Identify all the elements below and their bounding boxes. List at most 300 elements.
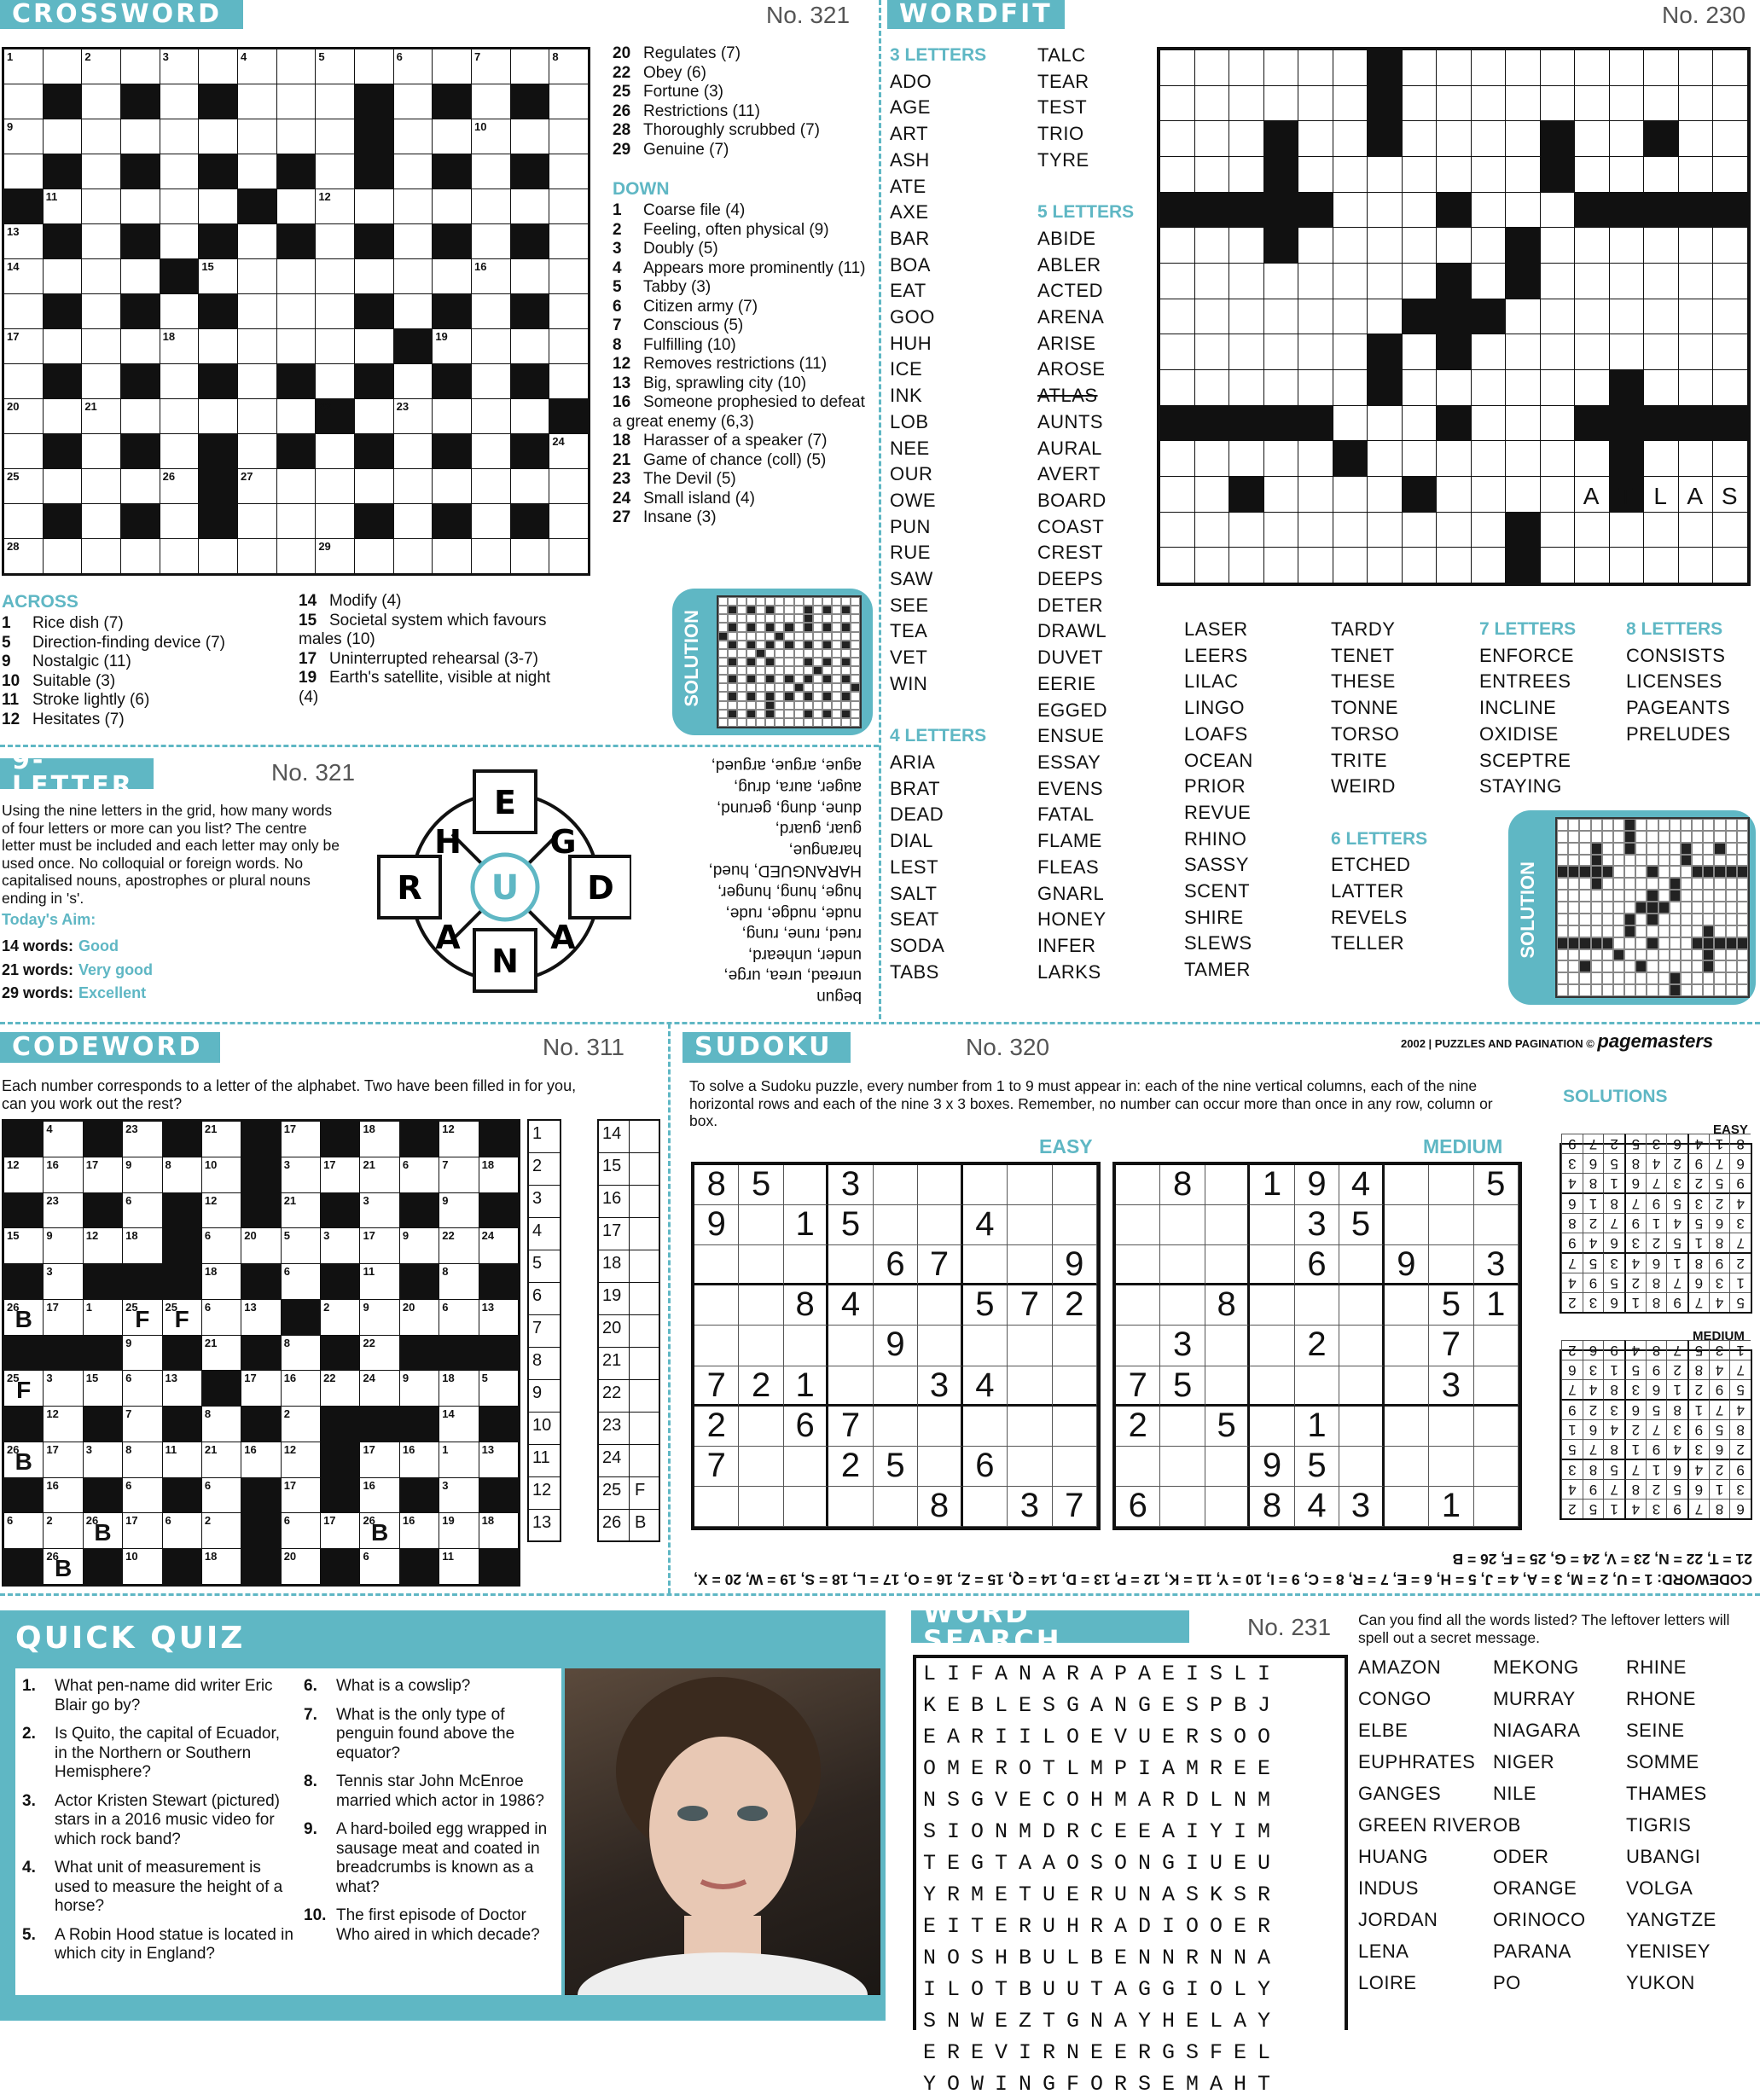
key-letter[interactable] [629, 1413, 659, 1445]
crossword-cell[interactable] [121, 469, 160, 503]
codeword-cell[interactable] [84, 1157, 122, 1192]
wordfit-cell[interactable] [1333, 50, 1368, 85]
crossword-cell[interactable] [82, 364, 120, 398]
sudoku-cell[interactable] [963, 1165, 1008, 1205]
codeword-cell[interactable] [282, 1228, 320, 1263]
wordfit-cell[interactable] [1610, 228, 1644, 263]
wordfit-cell[interactable] [1298, 477, 1333, 512]
sudoku-cell[interactable] [1160, 1487, 1205, 1527]
wordfit-cell[interactable] [1644, 477, 1678, 512]
codeword-cell[interactable] [439, 1442, 478, 1477]
crossword-cell[interactable] [82, 49, 120, 84]
wordfit-cell[interactable] [1541, 193, 1575, 228]
wordfit-cell[interactable] [1472, 334, 1506, 369]
wordsearch-row[interactable]: EARIILOEVUERSOO [923, 1725, 1282, 1749]
wordfit-cell[interactable] [1713, 441, 1747, 476]
crossword-cell[interactable] [199, 399, 237, 433]
sudoku-cell[interactable] [694, 1487, 739, 1527]
codeword-cell[interactable] [439, 1157, 478, 1192]
sudoku-cell[interactable]: 8 [694, 1165, 739, 1205]
sudoku-cell[interactable] [1385, 1407, 1429, 1447]
sudoku-cell[interactable] [739, 1245, 783, 1285]
sudoku-cell[interactable] [694, 1285, 739, 1326]
codeword-cell[interactable] [163, 1442, 201, 1477]
wordfit-cell[interactable] [1403, 264, 1437, 299]
wordfit-cell[interactable] [1160, 548, 1194, 583]
sudoku-cell[interactable] [1008, 1205, 1052, 1245]
crossword-cell[interactable] [82, 504, 120, 538]
sudoku-cell[interactable] [694, 1245, 739, 1285]
codeword-cell[interactable] [4, 1513, 43, 1548]
crossword-cell[interactable] [511, 49, 549, 84]
crossword-cell[interactable] [277, 189, 316, 223]
codeword-cell[interactable] [439, 1407, 478, 1442]
crossword-cell[interactable] [316, 49, 354, 84]
wordfit-cell[interactable] [1160, 86, 1194, 121]
sudoku-cell[interactable]: 4 [828, 1285, 873, 1326]
wordsearch-row[interactable]: YOWINGFORSEMAHT [923, 2072, 1282, 2097]
crossword-cell[interactable] [82, 119, 120, 154]
wordfit-cell[interactable] [1610, 299, 1644, 334]
sudoku-cell[interactable]: 7 [1429, 1326, 1473, 1366]
crossword-cell[interactable] [394, 539, 433, 573]
codeword-cell[interactable] [360, 1193, 398, 1228]
wordfit-cell[interactable] [1472, 264, 1506, 299]
crossword-cell[interactable] [316, 84, 354, 119]
sudoku-cell[interactable] [1250, 1366, 1294, 1407]
codeword-cell[interactable] [241, 1442, 280, 1477]
codeword-cell[interactable] [202, 1336, 241, 1371]
crossword-cell[interactable] [82, 434, 120, 468]
wordfit-cell[interactable] [1195, 441, 1229, 476]
wordfit-cell[interactable] [1610, 121, 1644, 156]
codeword-cell[interactable] [163, 1300, 201, 1335]
wordfit-cell[interactable] [1610, 157, 1644, 192]
sudoku-cell[interactable] [1295, 1285, 1339, 1326]
codeword-cell[interactable] [202, 1157, 241, 1192]
wordfit-cell[interactable] [1298, 121, 1333, 156]
wordfit-cell[interactable] [1472, 157, 1506, 192]
wordsearch-row[interactable]: SIONMDRCEEAIYIM [923, 1819, 1282, 1844]
key-letter[interactable] [629, 1315, 659, 1348]
sudoku-cell[interactable]: 2 [1295, 1326, 1339, 1366]
wordfit-cell[interactable] [1264, 513, 1298, 548]
wordfit-cell[interactable] [1403, 157, 1437, 192]
sudoku-cell[interactable] [1053, 1205, 1097, 1245]
wordfit-cell[interactable] [1333, 86, 1368, 121]
sudoku-cell[interactable]: 5 [1205, 1407, 1250, 1447]
wordfit-cell[interactable] [1160, 334, 1194, 369]
crossword-cell[interactable] [549, 539, 588, 573]
crossword-cell[interactable] [4, 49, 43, 84]
sudoku-cell[interactable] [918, 1205, 962, 1245]
sudoku-cell[interactable]: 8 [1250, 1487, 1294, 1527]
crossword-cell[interactable] [199, 119, 237, 154]
codeword-cell[interactable] [123, 1122, 161, 1157]
sudoku-cell[interactable] [1385, 1326, 1429, 1366]
wordfit-cell[interactable] [1713, 513, 1747, 548]
wordfit-cell[interactable] [1298, 548, 1333, 583]
wordfit-cell[interactable] [1229, 86, 1263, 121]
key-letter[interactable] [629, 1380, 659, 1413]
codeword-cell[interactable] [44, 1157, 82, 1192]
wordfit-cell[interactable] [1298, 513, 1333, 548]
wordfit-cell[interactable] [1541, 441, 1575, 476]
wordfit-cell[interactable] [1679, 370, 1713, 405]
sudoku-cell[interactable] [1205, 1487, 1250, 1527]
sudoku-cell[interactable] [1053, 1165, 1097, 1205]
wordfit-cell[interactable] [1437, 86, 1471, 121]
wordfit-cell[interactable] [1575, 157, 1609, 192]
crossword-cell[interactable] [82, 539, 120, 573]
sudoku-cell[interactable]: 5 [739, 1165, 783, 1205]
wordfit-cell[interactable] [1437, 157, 1471, 192]
sudoku-cell[interactable]: 7 [1116, 1366, 1160, 1407]
crossword-cell[interactable] [549, 189, 588, 223]
wordfit-cell[interactable] [1368, 406, 1402, 441]
crossword-cell[interactable] [394, 504, 433, 538]
wordfit-cell[interactable] [1333, 334, 1368, 369]
sudoku-cell[interactable] [1429, 1407, 1473, 1447]
sudoku-cell[interactable]: 3 [1160, 1326, 1205, 1366]
wordfit-cell[interactable] [1160, 264, 1194, 299]
wordfit-cell[interactable] [1472, 50, 1506, 85]
codeword-cell[interactable] [400, 1442, 439, 1477]
codeword-cell[interactable] [84, 1371, 122, 1406]
wordfit-cell[interactable] [1368, 299, 1402, 334]
sudoku-cell[interactable] [1116, 1165, 1160, 1205]
codeword-cell[interactable] [44, 1442, 82, 1477]
crossword-cell[interactable] [238, 119, 276, 154]
sudoku-cell[interactable] [1116, 1205, 1160, 1245]
wordfit-cell[interactable] [1506, 370, 1540, 405]
codeword-cell[interactable] [163, 1371, 201, 1406]
sudoku-cell[interactable] [1474, 1487, 1519, 1527]
crossword-cell[interactable] [511, 539, 549, 573]
wordfit-cell[interactable] [1195, 157, 1229, 192]
sudoku-cell[interactable] [1205, 1205, 1250, 1245]
crossword-cell[interactable] [121, 539, 160, 573]
sudoku-cell[interactable]: 1 [1429, 1487, 1473, 1527]
sudoku-cell[interactable] [1116, 1447, 1160, 1487]
wordfit-cell[interactable] [1368, 513, 1402, 548]
wordfit-cell[interactable] [1679, 228, 1713, 263]
crossword-cell[interactable] [472, 364, 510, 398]
wordfit-cell[interactable] [1644, 441, 1678, 476]
wordsearch-row[interactable]: YRMETUERUNASKSR [923, 1882, 1282, 1907]
wordfit-cell[interactable] [1333, 513, 1368, 548]
crossword-cell[interactable] [4, 154, 43, 189]
codeword-cell[interactable] [282, 1371, 320, 1406]
wordsearch-row[interactable]: KEBLESGANGESPBJ [923, 1693, 1282, 1718]
sudoku-cell[interactable] [1474, 1326, 1519, 1366]
crossword-cell[interactable] [472, 399, 510, 433]
crossword-cell[interactable] [316, 539, 354, 573]
wordfit-cell[interactable] [1713, 50, 1747, 85]
codeword-cell[interactable] [479, 1228, 518, 1263]
wordfit-cell[interactable] [1541, 264, 1575, 299]
sudoku-cell[interactable] [874, 1285, 918, 1326]
wordfit-cell[interactable] [1333, 370, 1368, 405]
crossword-cell[interactable] [44, 469, 82, 503]
sudoku-cell[interactable] [1116, 1245, 1160, 1285]
wordfit-cell[interactable] [1403, 406, 1437, 441]
wordfit-cell[interactable] [1229, 121, 1263, 156]
sudoku-cell[interactable]: 8 [918, 1487, 962, 1527]
crossword-cell[interactable] [549, 119, 588, 154]
wordfit-cell[interactable] [1333, 157, 1368, 192]
sudoku-cell[interactable]: 4 [963, 1205, 1008, 1245]
crossword-cell[interactable] [160, 539, 199, 573]
crossword-cell[interactable] [433, 259, 471, 293]
crossword-cell[interactable] [549, 329, 588, 363]
sudoku-cell[interactable]: 8 [784, 1285, 828, 1326]
crossword-cell[interactable] [238, 399, 276, 433]
crossword-cell[interactable] [549, 49, 588, 84]
key-letter[interactable] [629, 1445, 659, 1477]
wordfit-cell[interactable] [1541, 370, 1575, 405]
wordfit-cell[interactable] [1437, 121, 1471, 156]
sudoku-cell[interactable] [918, 1447, 962, 1487]
crossword-cell[interactable] [160, 364, 199, 398]
wordfit-cell[interactable] [1644, 50, 1678, 85]
crossword-cell[interactable] [433, 119, 471, 154]
codeword-cell[interactable] [202, 1442, 241, 1477]
wordfit-cell[interactable] [1298, 334, 1333, 369]
key-letter[interactable]: B [629, 1510, 659, 1542]
wordfit-cell[interactable] [1541, 228, 1575, 263]
crossword-cell[interactable] [160, 469, 199, 503]
crossword-cell[interactable] [4, 364, 43, 398]
crossword-cell[interactable] [316, 434, 354, 468]
sudoku-cell[interactable]: 7 [918, 1245, 962, 1285]
crossword-cell[interactable] [238, 294, 276, 328]
wordfit-cell[interactable] [1298, 441, 1333, 476]
wordfit-cell[interactable] [1541, 334, 1575, 369]
crossword-cell[interactable] [121, 259, 160, 293]
sudoku-cell[interactable] [828, 1487, 873, 1527]
wordfit-cell[interactable] [1368, 157, 1402, 192]
sudoku-cell[interactable] [918, 1165, 962, 1205]
sudoku-cell[interactable] [784, 1165, 828, 1205]
wordfit-cell[interactable] [1160, 299, 1194, 334]
sudoku-cell[interactable] [739, 1407, 783, 1447]
codeword-cell[interactable] [282, 1513, 320, 1548]
crossword-cell[interactable] [44, 259, 82, 293]
wordfit-cell[interactable] [1229, 50, 1263, 85]
sudoku-cell[interactable] [739, 1326, 783, 1366]
wordfit-cell[interactable] [1541, 406, 1575, 441]
wordfit-cell[interactable] [1506, 441, 1540, 476]
wordfit-cell[interactable] [1713, 299, 1747, 334]
wordfit-cell[interactable] [1472, 477, 1506, 512]
codeword-cell[interactable] [360, 1371, 398, 1406]
codeword-cell[interactable] [44, 1371, 82, 1406]
crossword-cell[interactable] [394, 49, 433, 84]
wordfit-cell[interactable] [1160, 50, 1194, 85]
wordfit-cell[interactable] [1333, 264, 1368, 299]
crossword-cell[interactable] [549, 84, 588, 119]
sudoku-cell[interactable]: 3 [828, 1165, 873, 1205]
wordfit-cell[interactable] [1713, 228, 1747, 263]
wordfit-cell[interactable] [1298, 50, 1333, 85]
crossword-cell[interactable] [277, 539, 316, 573]
crossword-cell[interactable] [549, 154, 588, 189]
crossword-cell[interactable] [277, 294, 316, 328]
sudoku-cell[interactable] [1250, 1245, 1294, 1285]
sudoku-cell[interactable] [1295, 1366, 1339, 1407]
wordfit-cell[interactable] [1644, 86, 1678, 121]
sudoku-cell[interactable] [739, 1205, 783, 1245]
crossword-cell[interactable] [121, 329, 160, 363]
crossword-cell[interactable] [82, 84, 120, 119]
crossword-cell[interactable] [433, 469, 471, 503]
codeword-cell[interactable] [4, 1300, 43, 1335]
sudoku-cell[interactable] [784, 1245, 828, 1285]
sudoku-cell[interactable] [784, 1326, 828, 1366]
wordfit-cell[interactable] [1610, 86, 1644, 121]
wordfit-cell[interactable] [1575, 299, 1609, 334]
wordfit-cell[interactable] [1160, 228, 1194, 263]
wordfit-cell[interactable] [1403, 548, 1437, 583]
sudoku-cell[interactable]: 9 [1053, 1245, 1097, 1285]
codeword-cell[interactable] [321, 1513, 359, 1548]
crossword-cell[interactable] [199, 49, 237, 84]
codeword-cell[interactable] [163, 1157, 201, 1192]
wordfit-cell[interactable] [1679, 477, 1713, 512]
sudoku-cell[interactable]: 8 [1160, 1165, 1205, 1205]
crossword-cell[interactable] [394, 469, 433, 503]
wordfit-cell[interactable] [1195, 86, 1229, 121]
wordfit-cell[interactable] [1264, 86, 1298, 121]
sudoku-cell[interactable] [963, 1407, 1008, 1447]
sudoku-cell[interactable] [1250, 1205, 1294, 1245]
wordfit-cell[interactable] [1195, 264, 1229, 299]
crossword-cell[interactable] [44, 329, 82, 363]
crossword-cell[interactable] [472, 504, 510, 538]
wordfit-cell[interactable] [1575, 370, 1609, 405]
wordfit-cell[interactable] [1644, 157, 1678, 192]
wordfit-cell[interactable] [1195, 299, 1229, 334]
crossword-cell[interactable] [160, 399, 199, 433]
crossword-cell[interactable] [121, 189, 160, 223]
wordfit-cell[interactable] [1575, 477, 1609, 512]
wordfit-cell[interactable] [1229, 334, 1263, 369]
codeword-cell[interactable] [202, 1122, 241, 1157]
wordfit-cell[interactable] [1644, 264, 1678, 299]
crossword-cell[interactable] [355, 399, 393, 433]
sudoku-cell[interactable]: 3 [918, 1366, 962, 1407]
sudoku-cell[interactable] [1339, 1366, 1384, 1407]
sudoku-cell[interactable] [1250, 1285, 1294, 1326]
wordfit-cell[interactable] [1195, 334, 1229, 369]
crossword-cell[interactable] [394, 154, 433, 189]
crossword-cell[interactable] [160, 329, 199, 363]
wordfit-cell[interactable] [1368, 228, 1402, 263]
crossword-cell[interactable] [394, 364, 433, 398]
codeword-cell[interactable] [202, 1478, 241, 1513]
crossword-cell[interactable] [82, 294, 120, 328]
wordfit-cell[interactable] [1298, 157, 1333, 192]
crossword-cell[interactable] [4, 224, 43, 258]
sudoku-cell[interactable]: 1 [1474, 1285, 1519, 1326]
crossword-cell[interactable] [549, 364, 588, 398]
wordfit-cell[interactable] [1437, 513, 1471, 548]
wordfit-cell[interactable] [1679, 334, 1713, 369]
wordfit-cell[interactable] [1403, 228, 1437, 263]
crossword-cell[interactable] [472, 49, 510, 84]
wordfit-cell[interactable] [1506, 299, 1540, 334]
crossword-cell[interactable] [549, 224, 588, 258]
wordfit-cell[interactable] [1437, 548, 1471, 583]
key-letter[interactable] [629, 1153, 659, 1186]
wordfit-grid[interactable] [1157, 47, 1751, 586]
codeword-cell[interactable] [400, 1228, 439, 1263]
sudoku-cell[interactable]: 2 [694, 1407, 739, 1447]
wordfit-cell[interactable] [1472, 228, 1506, 263]
crossword-cell[interactable] [316, 469, 354, 503]
sudoku-cell[interactable] [1053, 1447, 1097, 1487]
crossword-cell[interactable] [277, 399, 316, 433]
crossword-cell[interactable] [238, 364, 276, 398]
sudoku-cell[interactable] [1008, 1326, 1052, 1366]
wordfit-cell[interactable] [1472, 86, 1506, 121]
wordfit-cell[interactable] [1160, 157, 1194, 192]
codeword-cell[interactable] [479, 1300, 518, 1335]
codeword-cell[interactable] [4, 1228, 43, 1263]
codeword-cell[interactable] [44, 1407, 82, 1442]
wordfit-cell[interactable] [1644, 228, 1678, 263]
codeword-cell[interactable] [360, 1336, 398, 1371]
sudoku-cell[interactable] [1474, 1447, 1519, 1487]
codeword-cell[interactable] [439, 1549, 478, 1584]
wordfit-cell[interactable] [1403, 86, 1437, 121]
wordfit-cell[interactable] [1437, 477, 1471, 512]
crossword-cell[interactable] [44, 119, 82, 154]
codeword-cell[interactable] [321, 1157, 359, 1192]
crossword-cell[interactable] [277, 84, 316, 119]
codeword-cell[interactable] [4, 1442, 43, 1477]
wordfit-cell[interactable] [1368, 548, 1402, 583]
sudoku-cell[interactable] [784, 1487, 828, 1527]
sudoku-cell[interactable]: 2 [1116, 1407, 1160, 1447]
crossword-cell[interactable] [472, 294, 510, 328]
sudoku-cell[interactable]: 5 [1429, 1285, 1473, 1326]
codeword-cell[interactable] [321, 1300, 359, 1335]
wordfit-cell[interactable] [1368, 193, 1402, 228]
codeword-cell[interactable] [282, 1407, 320, 1442]
sudoku-cell[interactable] [1205, 1326, 1250, 1366]
codeword-cell[interactable] [439, 1264, 478, 1299]
crossword-cell[interactable] [433, 539, 471, 573]
sudoku-cell[interactable] [1385, 1165, 1429, 1205]
sudoku-cell[interactable] [1053, 1326, 1097, 1366]
crossword-cell[interactable] [472, 434, 510, 468]
sudoku-cell[interactable] [1339, 1407, 1384, 1447]
crossword-cell[interactable] [4, 119, 43, 154]
sudoku-cell[interactable]: 9 [694, 1205, 739, 1245]
sudoku-cell[interactable] [1339, 1245, 1384, 1285]
crossword-cell[interactable] [394, 399, 433, 433]
sudoku-cell[interactable] [739, 1447, 783, 1487]
wordfit-cell[interactable] [1333, 193, 1368, 228]
sudoku-cell[interactable] [1250, 1407, 1294, 1447]
crossword-cell[interactable] [549, 504, 588, 538]
wordfit-cell[interactable] [1506, 334, 1540, 369]
codeword-cell[interactable] [439, 1300, 478, 1335]
wordfit-cell[interactable] [1713, 477, 1747, 512]
wordfit-cell[interactable] [1713, 121, 1747, 156]
